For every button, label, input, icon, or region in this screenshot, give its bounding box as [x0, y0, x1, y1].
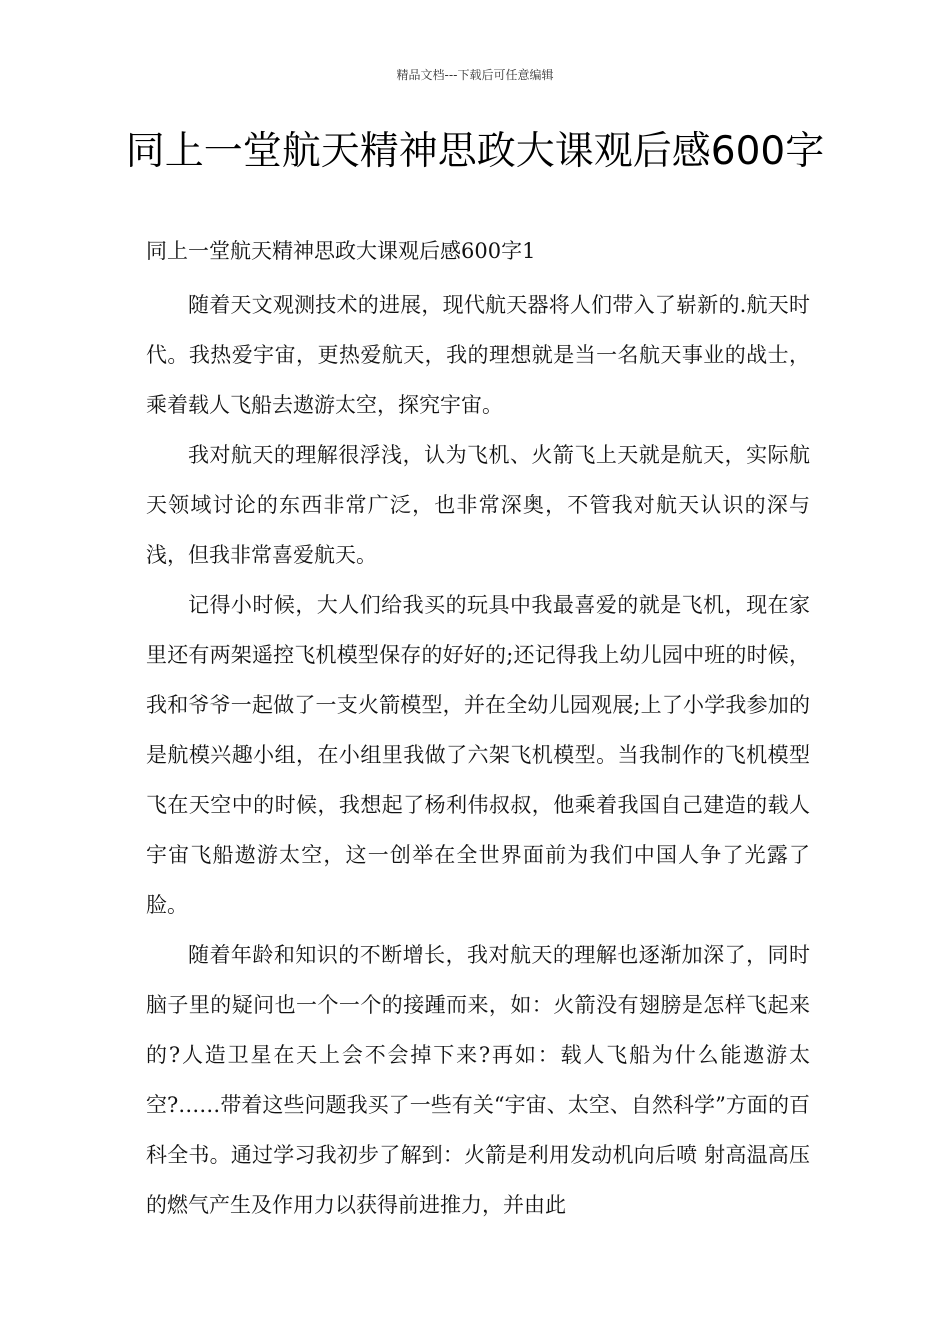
- paragraph-4: 随着年龄和知识的不断增长，我对航天的理解也逐渐加深了，同时脑子里的疑问也一个一个的接踵而来，如：火箭没有翅膀是怎样飞起来的?人造卫星在天上会不会掉下来?再如：载人飞船为什么能遨游太空?……带着这些问题我买了一些有关“宇宙、太空、自然科学”方面的百科全书。通过学习我初步了解到：火箭是利用发动机向后喷 射高温高压的燃气产生及作用力以获得前进推力，并由此: [146, 943, 810, 1217]
- document-body: [146, 280, 810, 1230]
- document-title: 同上一堂航天精神思政大课观后感600字: [125, 129, 825, 174]
- paragraph-3: 记得小时候，大人们给我买的玩具中我最喜爱的就是飞机，现在家里还有两架遥控飞机模型保存的好好的;还记得我上幼儿园中班的时候，我和爷爷一起做了一支火箭模型，并在全幼儿园观展;上了小学我参加的是航模兴趣小组，在小组里我做了六架飞机模型。当我制作的飞机模型飞在天空中的时候，我想起了杨利伟叔叔，他乘着我国自己建造的载人宇宙飞船遨游太空，这一创举在全世界面前为我们中国人争了光露了脸。: [146, 593, 810, 917]
- paragraph-1: 随着天文观测技术的进展，现代航天器将人们带入了崭新的.航天时代。我热爱宇宙，更热爱航天，我的理想就是当一名航天事业的战士，乘着载人飞船去遨游太空，探究宇宙。: [146, 293, 810, 417]
- header-note: 精品文档---下载后可任意编辑: [396, 68, 554, 82]
- paragraph-2: 我对航天的理解很浮浅，认为飞机、火箭飞上天就是航天，实际航天领域讨论的东西非常广泛，也非常深奥，不管我对航天认识的深与浅，但我非常喜爱航天。: [146, 443, 810, 567]
- document-subtitle: 同上一堂航天精神思政大课观后感600字1: [146, 239, 536, 263]
